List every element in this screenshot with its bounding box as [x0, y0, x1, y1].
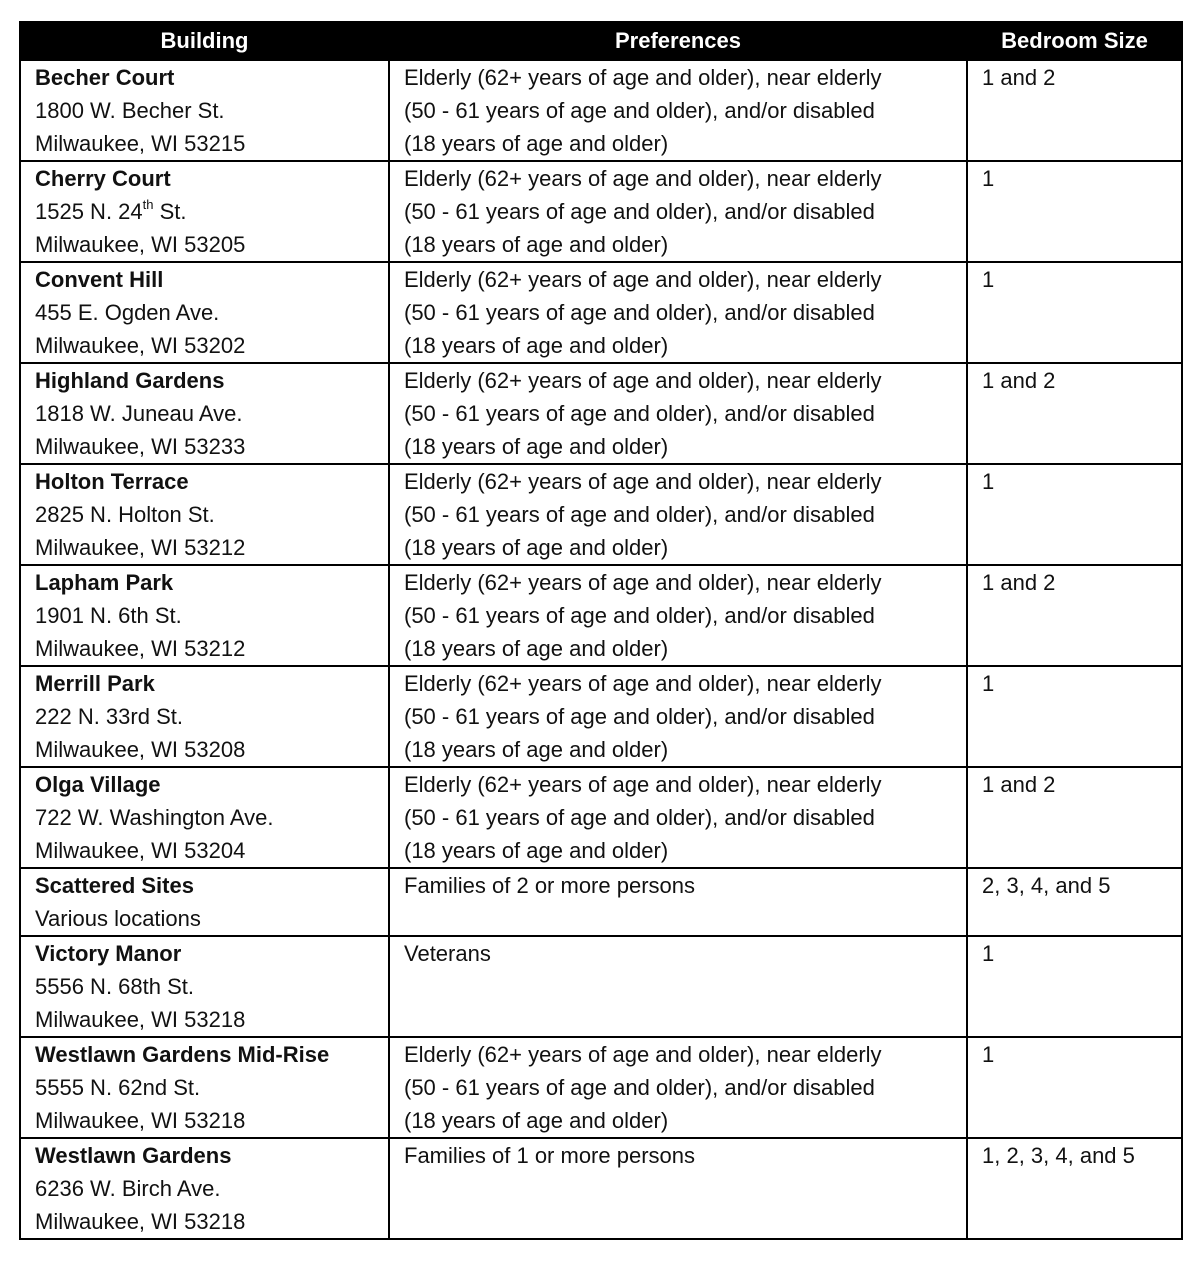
- bedroom-size-cell: 1 and 2: [967, 767, 1182, 868]
- building-cell: [20, 868, 389, 936]
- street-prefix: 1525 N. 24: [35, 199, 143, 224]
- building-name: Olga Village: [35, 772, 161, 797]
- preferences-line: Elderly (62+ years of age and older), near elderly: [404, 65, 882, 90]
- preferences-cell: [389, 60, 967, 161]
- preferences-cell: [389, 767, 967, 868]
- bedroom-size-cell: 1 and 2: [967, 565, 1182, 666]
- preferences-line: Elderly (62+ years of age and older), near elderly: [404, 1042, 882, 1067]
- building-cell: [20, 60, 389, 161]
- preferences-line: (50 - 61 years of age and older), and/or disabled: [404, 199, 875, 224]
- preferences-line: (18 years of age and older): [404, 232, 669, 257]
- bedroom-size-cell: 1: [967, 464, 1182, 565]
- building-cell: [20, 666, 389, 767]
- bedroom-size-cell: 1: [967, 161, 1182, 262]
- building-address-street: [35, 195, 378, 228]
- building-address-city: Milwaukee, WI 53218: [35, 1007, 246, 1032]
- preferences-line: Elderly (62+ years of age and older), near elderly: [404, 772, 882, 797]
- table-row: [20, 868, 1182, 936]
- building-name: Convent Hill: [35, 267, 164, 292]
- building-address-street: 1800 W. Becher St.: [35, 98, 225, 123]
- building-name: Victory Manor: [35, 941, 182, 966]
- building-name: Highland Gardens: [35, 368, 225, 393]
- building-address-city: Milwaukee, WI 53212: [35, 535, 246, 560]
- table-header-row: [20, 22, 1182, 60]
- building-cell: [20, 262, 389, 363]
- building-cell: [20, 363, 389, 464]
- building-address-street: 2825 N. Holton St.: [35, 502, 215, 527]
- preferences-line: (18 years of age and older): [404, 636, 669, 661]
- building-name: Cherry Court: [35, 166, 171, 191]
- building-address-city: Milwaukee, WI 53202: [35, 333, 246, 358]
- table-row: [20, 666, 1182, 767]
- header-building: Building: [20, 22, 389, 60]
- bedroom-size-cell: 1 and 2: [967, 363, 1182, 464]
- building-cell: [20, 464, 389, 565]
- preferences-cell: [389, 1138, 967, 1239]
- preferences-line: (18 years of age and older): [404, 131, 669, 156]
- building-address-city: Milwaukee, WI 53233: [35, 434, 246, 459]
- preferences-line: (50 - 61 years of age and older), and/or disabled: [404, 300, 875, 325]
- preferences-line: Elderly (62+ years of age and older), near elderly: [404, 469, 882, 494]
- building-address-street: 1901 N. 6th St.: [35, 603, 182, 628]
- housing-preferences-table: [19, 21, 1183, 1240]
- preferences-cell: [389, 666, 967, 767]
- preferences-line: (18 years of age and older): [404, 535, 669, 560]
- building-cell: [20, 936, 389, 1037]
- table-row: [20, 767, 1182, 868]
- building-address-street: 222 N. 33rd St.: [35, 704, 183, 729]
- building-name: Lapham Park: [35, 570, 174, 595]
- preferences-cell: [389, 868, 967, 936]
- header-preferences: Preferences: [389, 22, 967, 60]
- building-name: Merrill Park: [35, 671, 155, 696]
- table-row: [20, 262, 1182, 363]
- building-address-street: 722 W. Washington Ave.: [35, 805, 274, 830]
- preferences-line: (18 years of age and older): [404, 333, 669, 358]
- preferences-cell: [389, 936, 967, 1037]
- building-cell: [20, 1037, 389, 1138]
- bedroom-size-cell: 1: [967, 1037, 1182, 1138]
- header-bedroom-size: Bedroom Size: [967, 22, 1182, 60]
- building-name: Westlawn Gardens: [35, 1143, 232, 1168]
- preferences-line: (18 years of age and older): [404, 434, 669, 459]
- preferences-cell: [389, 1037, 967, 1138]
- preferences-line: (50 - 61 years of age and older), and/or disabled: [404, 98, 875, 123]
- preferences-line: (50 - 61 years of age and older), and/or disabled: [404, 805, 875, 830]
- preferences-line: (50 - 61 years of age and older), and/or disabled: [404, 603, 875, 628]
- building-name: Westlawn Gardens Mid-Rise: [35, 1042, 330, 1067]
- preferences-line: (18 years of age and older): [404, 1108, 669, 1133]
- bedroom-size-cell: 1: [967, 262, 1182, 363]
- preferences-cell: [389, 464, 967, 565]
- building-address-city: Milwaukee, WI 53208: [35, 737, 246, 762]
- preferences-line: (50 - 61 years of age and older), and/or disabled: [404, 704, 875, 729]
- table-row: [20, 1037, 1182, 1138]
- table-row: [20, 936, 1182, 1037]
- building-cell: [20, 767, 389, 868]
- building-name: Holton Terrace: [35, 469, 189, 494]
- building-address-city: Milwaukee, WI 53204: [35, 838, 246, 863]
- bedroom-size-cell: 2, 3, 4, and 5: [967, 868, 1182, 936]
- table-row: [20, 565, 1182, 666]
- building-name: Scattered Sites: [35, 873, 194, 898]
- building-address-street: 1818 W. Juneau Ave.: [35, 401, 243, 426]
- preferences-line: (50 - 61 years of age and older), and/or disabled: [404, 401, 875, 426]
- table-row: [20, 1138, 1182, 1239]
- building-address-city: Milwaukee, WI 53218: [35, 1209, 246, 1234]
- building-address-city: Milwaukee, WI 53215: [35, 131, 246, 156]
- street-suffix: St.: [153, 199, 187, 224]
- bedroom-size-cell: 1, 2, 3, 4, and 5: [967, 1138, 1182, 1239]
- building-name: Becher Court: [35, 65, 175, 90]
- table-row: [20, 161, 1182, 262]
- building-cell: [20, 1138, 389, 1239]
- preferences-line: (18 years of age and older): [404, 838, 669, 863]
- building-address-street: 5555 N. 62nd St.: [35, 1075, 201, 1100]
- building-address-street: 6236 W. Birch Ave.: [35, 1176, 221, 1201]
- preferences-cell: [389, 363, 967, 464]
- preferences-cell: [389, 161, 967, 262]
- preferences-cell: [389, 565, 967, 666]
- preferences-line: Veterans: [404, 941, 491, 966]
- table-row: [20, 60, 1182, 161]
- preferences-line: (18 years of age and older): [404, 737, 669, 762]
- table-row: [20, 464, 1182, 565]
- preferences-line: Families of 1 or more persons: [404, 1143, 695, 1168]
- preferences-cell: [389, 262, 967, 363]
- preferences-line: (50 - 61 years of age and older), and/or disabled: [404, 502, 875, 527]
- building-address-street: 455 E. Ogden Ave.: [35, 300, 220, 325]
- bedroom-size-cell: 1 and 2: [967, 60, 1182, 161]
- building-address-city: Milwaukee, WI 53205: [35, 232, 246, 257]
- preferences-line: Families of 2 or more persons: [404, 873, 695, 898]
- table-row: [20, 363, 1182, 464]
- ordinal-suffix: th: [142, 196, 154, 212]
- preferences-line: Elderly (62+ years of age and older), near elderly: [404, 671, 882, 696]
- preferences-line: (50 - 61 years of age and older), and/or disabled: [404, 1075, 875, 1100]
- building-cell: [20, 565, 389, 666]
- building-address-city: Milwaukee, WI 53218: [35, 1108, 246, 1133]
- preferences-line: Elderly (62+ years of age and older), near elderly: [404, 267, 882, 292]
- building-address-street: 5556 N. 68th St.: [35, 974, 194, 999]
- building-cell: [20, 161, 389, 262]
- preferences-line: Elderly (62+ years of age and older), near elderly: [404, 368, 882, 393]
- building-address-city: Milwaukee, WI 53212: [35, 636, 246, 661]
- preferences-line: Elderly (62+ years of age and older), near elderly: [404, 570, 882, 595]
- preferences-line: Elderly (62+ years of age and older), near elderly: [404, 166, 882, 191]
- bedroom-size-cell: 1: [967, 666, 1182, 767]
- building-address-street: Various locations: [35, 906, 201, 931]
- bedroom-size-cell: 1: [967, 936, 1182, 1037]
